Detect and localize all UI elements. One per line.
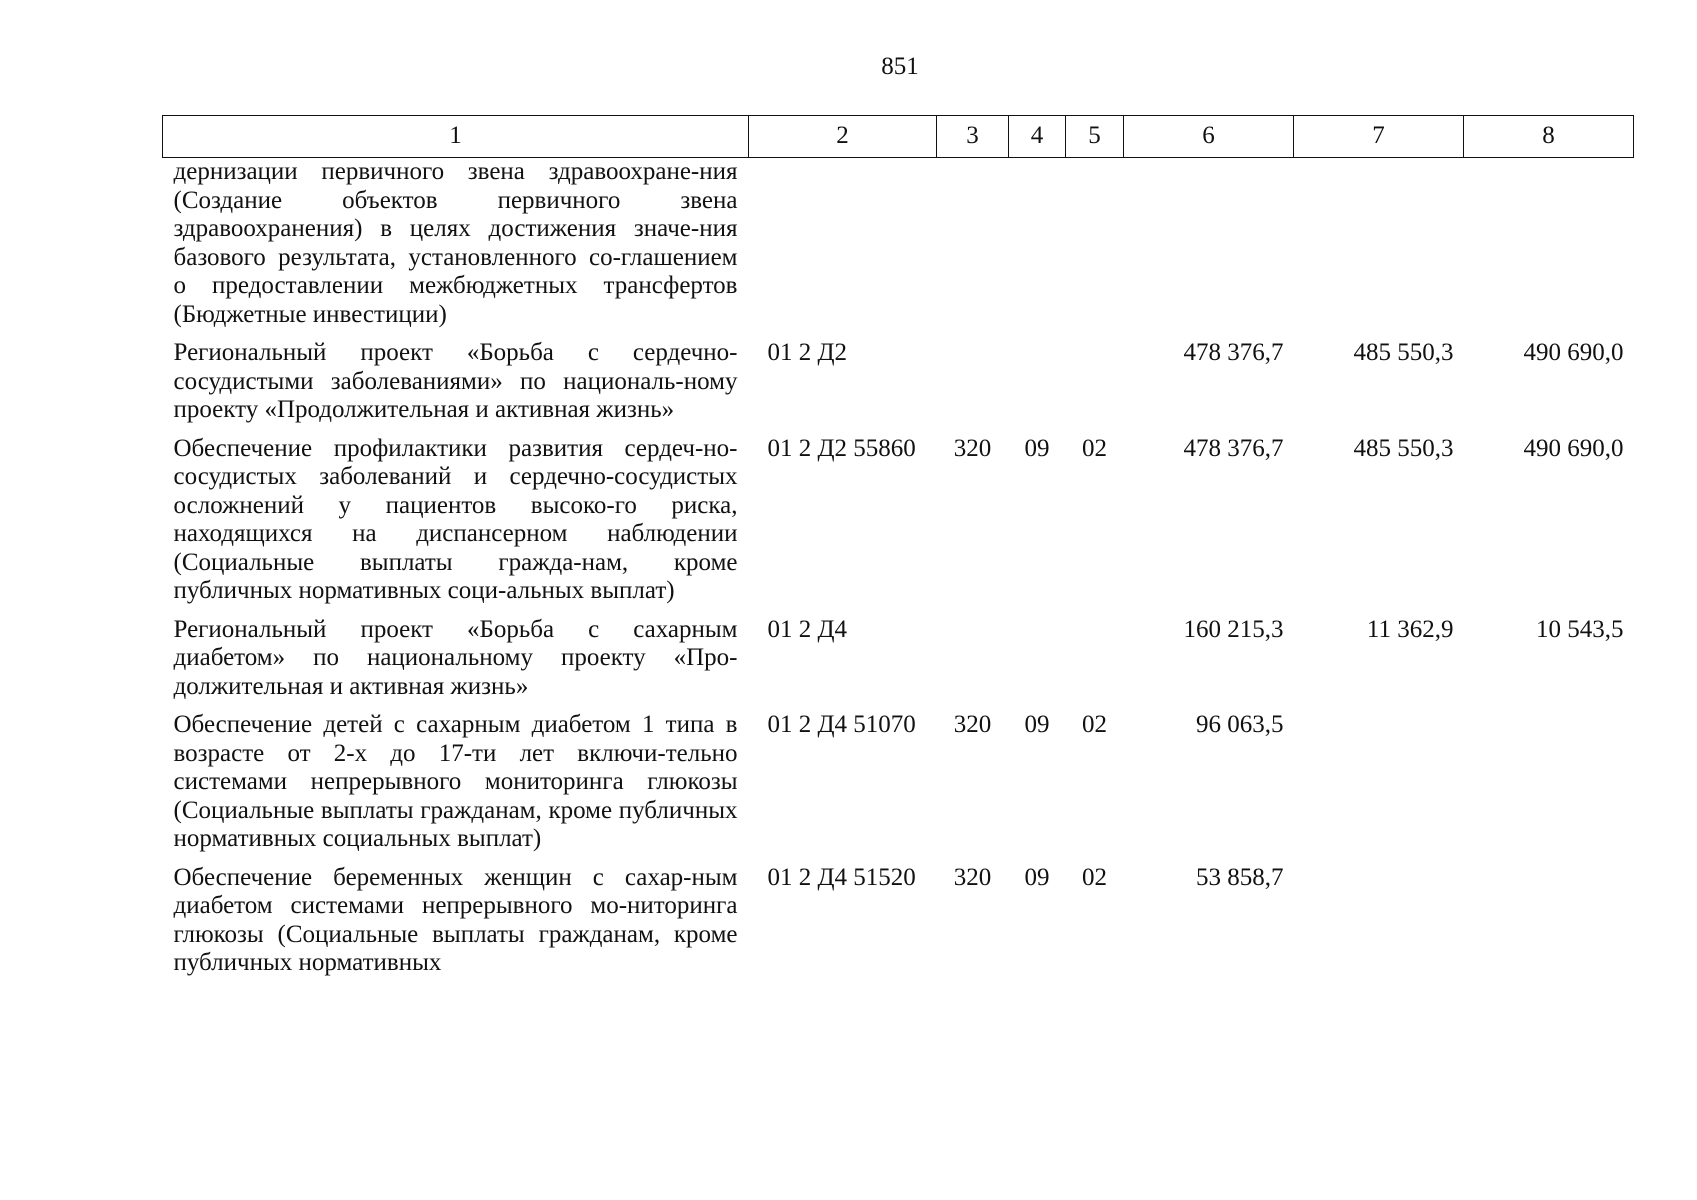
row-name: Обеспечение детей с сахарным диабетом 1 типа в возрасте от 2-х до 17-ти лет включи-тельно системами непрерывного мониторинга глюкозы (Социальные выплаты гражданам, кроме публичных нормативных социальных выплат) xyxy=(173,711,738,852)
row-amount-col6: 478 376,7 xyxy=(1183,339,1284,366)
row-subsection: 02 xyxy=(1082,863,1107,891)
row-amount-col8: 490 690,0 xyxy=(1523,339,1624,366)
column-header-5: 5 xyxy=(1066,116,1124,158)
table-row xyxy=(163,329,1634,425)
row-name: Региональный проект «Борьба с сердечно-сосудистыми заболеваниями» по националь-ному проекту «Продолжительная и активная жизнь» xyxy=(173,339,738,423)
table-row xyxy=(163,606,1634,702)
table-row xyxy=(163,701,1634,854)
row-amount-col6: 478 376,7 xyxy=(1183,434,1284,462)
row-section: 09 xyxy=(1024,434,1050,462)
row-target-article: 01 2 Д4 51520 xyxy=(767,863,916,891)
column-header-7: 7 xyxy=(1294,116,1464,158)
row-amount-col7: 485 550,3 xyxy=(1353,434,1454,462)
row-name: Обеспечение профилактики развития сердеч-но-сосудистых заболеваний и сердечно-сосудистых осложнений у пациентов высоко-го риска, находящихся на диспансерном наблюдении (Социальные выплаты гражда-нам, кроме публичных нормативных соци-альных выплат) xyxy=(173,434,738,604)
row-amount-col7 xyxy=(1294,854,1464,978)
table-row xyxy=(163,158,1634,330)
row-expense-type xyxy=(937,606,1009,702)
table-row xyxy=(163,854,1634,978)
row-target-article: 01 2 Д2 xyxy=(767,339,848,366)
row-amount-col8 xyxy=(1464,701,1634,854)
table-row xyxy=(163,425,1634,606)
row-subsection xyxy=(1066,606,1124,702)
row-section: 09 xyxy=(1024,711,1050,738)
row-subsection xyxy=(1066,329,1124,425)
row-name: Обеспечение беременных женщин с сахар-ным диабетом системами непрерывного мо-ниторинга глюкозы (Социальные выплаты гражданам, кроме публичных нормативных xyxy=(173,863,738,976)
row-amount-col8: 10 543,5 xyxy=(1536,615,1624,643)
row-target-article: 01 2 Д2 55860 xyxy=(767,434,916,462)
row-amount-col8: 490 690,0 xyxy=(1523,434,1624,462)
row-subsection: 02 xyxy=(1082,434,1107,462)
column-header-8: 8 xyxy=(1464,116,1634,158)
column-header-4: 4 xyxy=(1009,116,1066,158)
row-section xyxy=(1009,158,1066,330)
column-header-2: 2 xyxy=(749,116,937,158)
row-amount-col6 xyxy=(1124,158,1294,330)
row-expense-type xyxy=(937,329,1009,425)
row-amount-col7 xyxy=(1294,701,1464,854)
column-header-6: 6 xyxy=(1124,116,1294,158)
row-target-article: 01 2 Д4 xyxy=(767,615,848,643)
row-amount-col8 xyxy=(1464,854,1634,978)
row-amount-col7: 11 362,9 xyxy=(1366,615,1454,643)
row-section xyxy=(1009,606,1066,702)
row-amount-col7 xyxy=(1294,158,1464,330)
row-target-article: 01 2 Д4 51070 xyxy=(767,711,916,738)
row-amount-col6: 53 858,7 xyxy=(1196,863,1284,891)
row-amount-col8 xyxy=(1464,158,1634,330)
row-expense-type: 320 xyxy=(953,711,992,738)
row-section xyxy=(1009,329,1066,425)
row-expense-type: 320 xyxy=(953,863,992,891)
row-amount-col6: 96 063,5 xyxy=(1196,711,1284,738)
row-name: Региональный проект «Борьба с сахарным диабетом» по национальному проекту «Про-должительная и активная жизнь» xyxy=(173,615,738,700)
page-number: 851 xyxy=(881,53,919,80)
header-row xyxy=(163,116,1634,158)
row-section: 09 xyxy=(1024,863,1050,891)
row-amount-col7: 485 550,3 xyxy=(1353,339,1454,366)
row-subsection xyxy=(1066,158,1124,330)
row-subsection: 02 xyxy=(1082,711,1107,738)
row-expense-type xyxy=(937,158,1009,330)
row-target-article xyxy=(749,158,937,330)
column-header-3: 3 xyxy=(937,116,1009,158)
row-name: дернизации первичного звена здравоохране-ния (Создание объектов первичного звена здравоохранения) в целях достижения значе-ния базового результата, установленного со-глашением о предоставлении межбюджетных трансфертов (Бюджетные инвестиции) xyxy=(173,158,738,328)
row-expense-type: 320 xyxy=(953,434,992,462)
budget-table xyxy=(162,115,1634,978)
column-header-1: 1 xyxy=(163,116,749,158)
row-amount-col6: 160 215,3 xyxy=(1183,615,1284,643)
